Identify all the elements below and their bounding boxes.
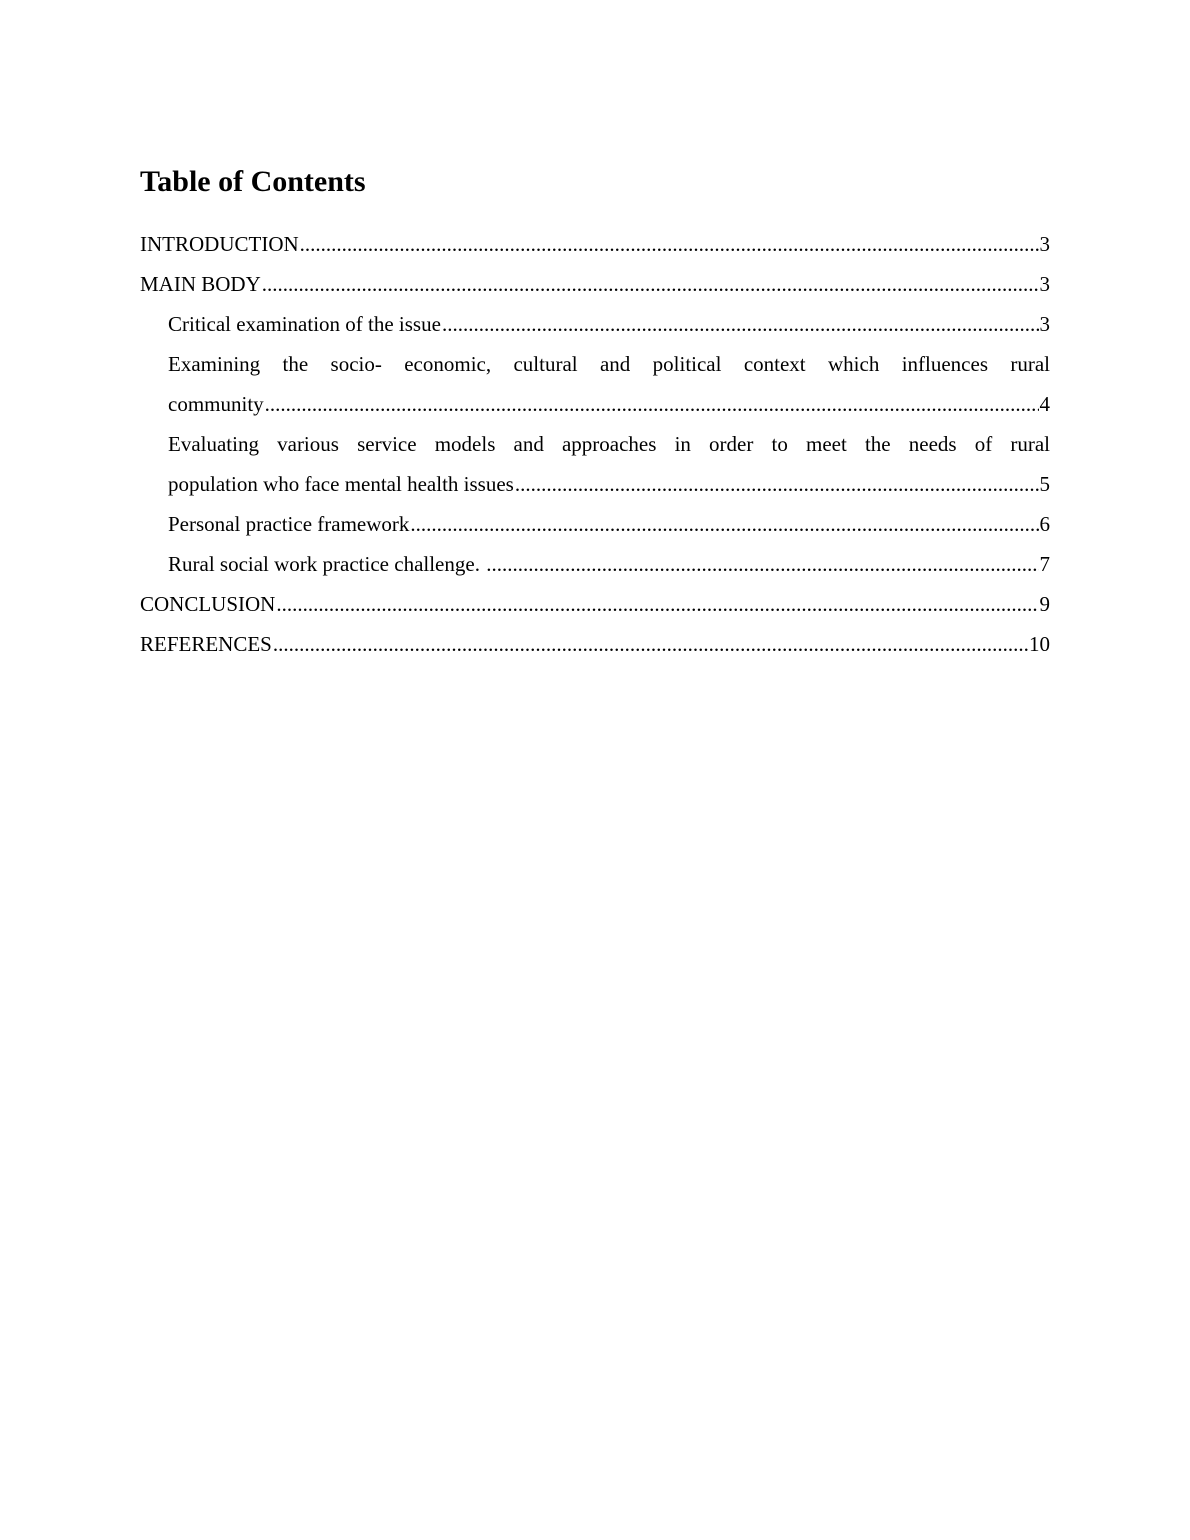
toc-entry-first-line: Examining the socio- economic, cultural and political context which influences rural xyxy=(168,352,1050,376)
toc-page-number: 7 xyxy=(1039,552,1050,576)
toc-link-personal-practice-framework[interactable] xyxy=(168,504,1050,544)
toc-leader-dots xyxy=(273,624,1028,664)
toc-leader-dots xyxy=(442,304,1039,344)
toc-page-number: 4 xyxy=(1039,392,1050,416)
toc-link-main-body[interactable] xyxy=(140,264,1050,304)
toc-leader-dots xyxy=(276,584,1038,624)
toc-entry-introduction[interactable] xyxy=(140,224,1050,264)
toc-link-rural-social-work-challenge[interactable] xyxy=(168,544,1050,584)
toc-entry-first-line: Evaluating various service models and approaches in order to meet the needs of rural xyxy=(168,432,1050,456)
toc-entry-text: Personal practice framework xyxy=(168,512,410,536)
toc-entry-conclusion[interactable] xyxy=(140,584,1050,624)
toc-leader-dots xyxy=(300,224,1039,264)
toc-entry-socio-economic-context[interactable] xyxy=(140,344,1050,424)
toc-link-introduction[interactable] xyxy=(140,224,1050,264)
toc-page-number: 10 xyxy=(1029,632,1050,656)
toc-page-number: 9 xyxy=(1039,592,1050,616)
toc-leader-dots xyxy=(486,544,1038,584)
toc-entry-rural-social-work-challenge[interactable] xyxy=(140,544,1050,584)
toc-leader-dots xyxy=(515,464,1039,504)
toc-page-number: 3 xyxy=(1039,232,1050,256)
toc-entry-service-models[interactable] xyxy=(140,424,1050,504)
toc-entry-text: population who face mental health issues xyxy=(168,472,514,496)
toc-page-number: 6 xyxy=(1039,512,1050,536)
toc-list xyxy=(140,224,1050,664)
toc-entry-main-body[interactable] xyxy=(140,264,1050,304)
toc-page-number: 5 xyxy=(1039,472,1050,496)
toc-leader-dots xyxy=(410,504,1038,544)
toc-title: Table of Contents xyxy=(140,165,366,198)
toc-entry-text: CONCLUSION xyxy=(140,592,276,616)
toc-link-critical-examination[interactable] xyxy=(168,304,1050,344)
toc-link-socio-economic-context[interactable] xyxy=(168,344,1050,424)
toc-entry-text: community xyxy=(168,392,264,416)
toc-entry-personal-practice-framework[interactable] xyxy=(140,504,1050,544)
toc-entry-text: MAIN BODY xyxy=(140,272,261,296)
toc-link-conclusion[interactable] xyxy=(140,584,1050,624)
toc-entry-critical-examination[interactable] xyxy=(140,304,1050,344)
toc-entry-text: INTRODUCTION xyxy=(140,232,299,256)
toc-page-number: 3 xyxy=(1039,272,1050,296)
toc-page-number: 3 xyxy=(1039,312,1050,336)
toc-entry-text: Critical examination of the issue xyxy=(168,312,441,336)
toc-entry-text: REFERENCES xyxy=(140,632,272,656)
toc-leader-dots xyxy=(262,264,1039,304)
toc-link-service-models[interactable] xyxy=(168,424,1050,504)
toc-entry-references[interactable] xyxy=(140,624,1050,664)
document-page xyxy=(140,160,1050,664)
toc-entry-text: Rural social work practice challenge. xyxy=(168,552,486,576)
toc-link-references[interactable] xyxy=(140,624,1050,664)
toc-leader-dots xyxy=(265,384,1039,424)
